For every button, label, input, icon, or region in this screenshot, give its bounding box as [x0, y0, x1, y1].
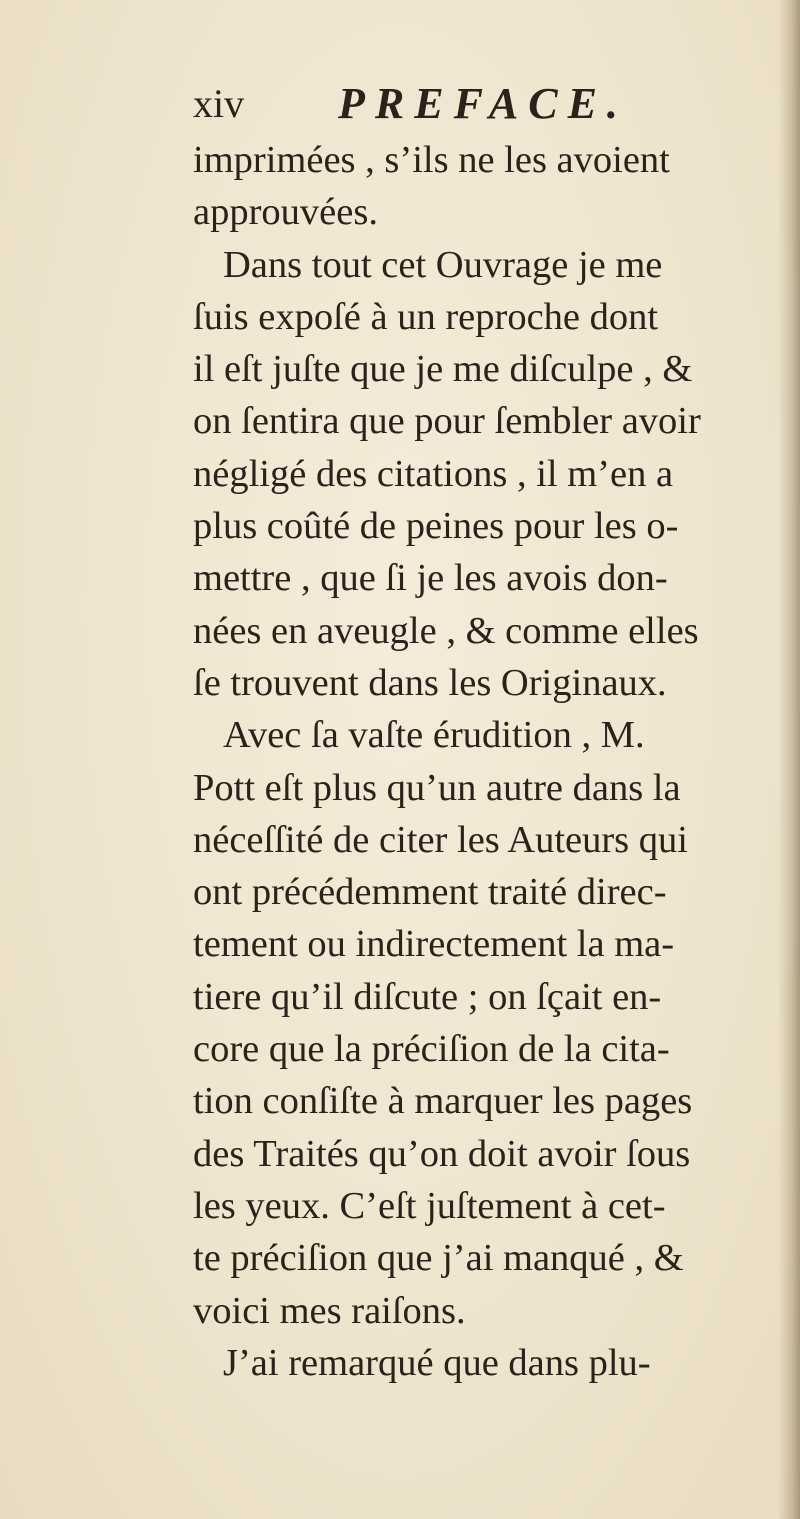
text-line: J’ai remarqué que dans plu-: [223, 1341, 651, 1384]
text-line: plus coûté de peines pour les o-: [193, 505, 679, 548]
text-line: Avec ſa vaſte érudition , M.: [223, 714, 645, 757]
text-line: il eſt juſte que je me diſculpe , &: [193, 348, 693, 391]
text-line: négligé des citations , il m’en a: [193, 452, 674, 495]
text-line: te préciſion que j’ai manqué , &: [193, 1237, 684, 1280]
text-line: ſuis expoſé à un reproche dont: [193, 295, 659, 338]
text-line: imprimées , s’ils ne les avoient: [193, 139, 670, 181]
text-line: voici mes raiſons.: [193, 1289, 466, 1332]
page-header: [193, 78, 753, 130]
text-line: tement ou indirectement la ma-: [193, 923, 675, 966]
text-line: Dans tout cet Ouvrage je me: [223, 243, 663, 286]
text-line: on ſentira que pour ſembler avoir: [193, 400, 701, 443]
text-line: mettre , que ſi je les avois don-: [193, 557, 668, 600]
running-head: PREFACE.: [338, 79, 628, 128]
text-line: néceſſité de citer les Auteurs qui: [193, 818, 688, 861]
text-line: Pott eſt plus qu’un autre dans la: [193, 766, 681, 809]
text-line: tion conſiſte à marquer les pages: [193, 1080, 693, 1123]
page-edge-shadow: [778, 0, 800, 1519]
text-line: approuvées.: [193, 191, 378, 234]
text-line: core que la préciſion de la cita-: [193, 1028, 670, 1071]
text-line: ſe trouvent dans les Originaux.: [193, 661, 667, 704]
text-line: tiere qu’il diſcute ; on ſçait en-: [193, 975, 662, 1018]
page-number: xiv: [193, 81, 245, 126]
text-line: des Traités qu’on doit avoir ſous: [193, 1132, 691, 1175]
body-text: [193, 134, 763, 1389]
text-line: ont précédemment traité direc-: [193, 871, 667, 914]
text-line: les yeux. C’eſt juſtement à cet-: [193, 1184, 666, 1227]
text-line: nées en aveugle , & comme elles: [193, 609, 699, 652]
